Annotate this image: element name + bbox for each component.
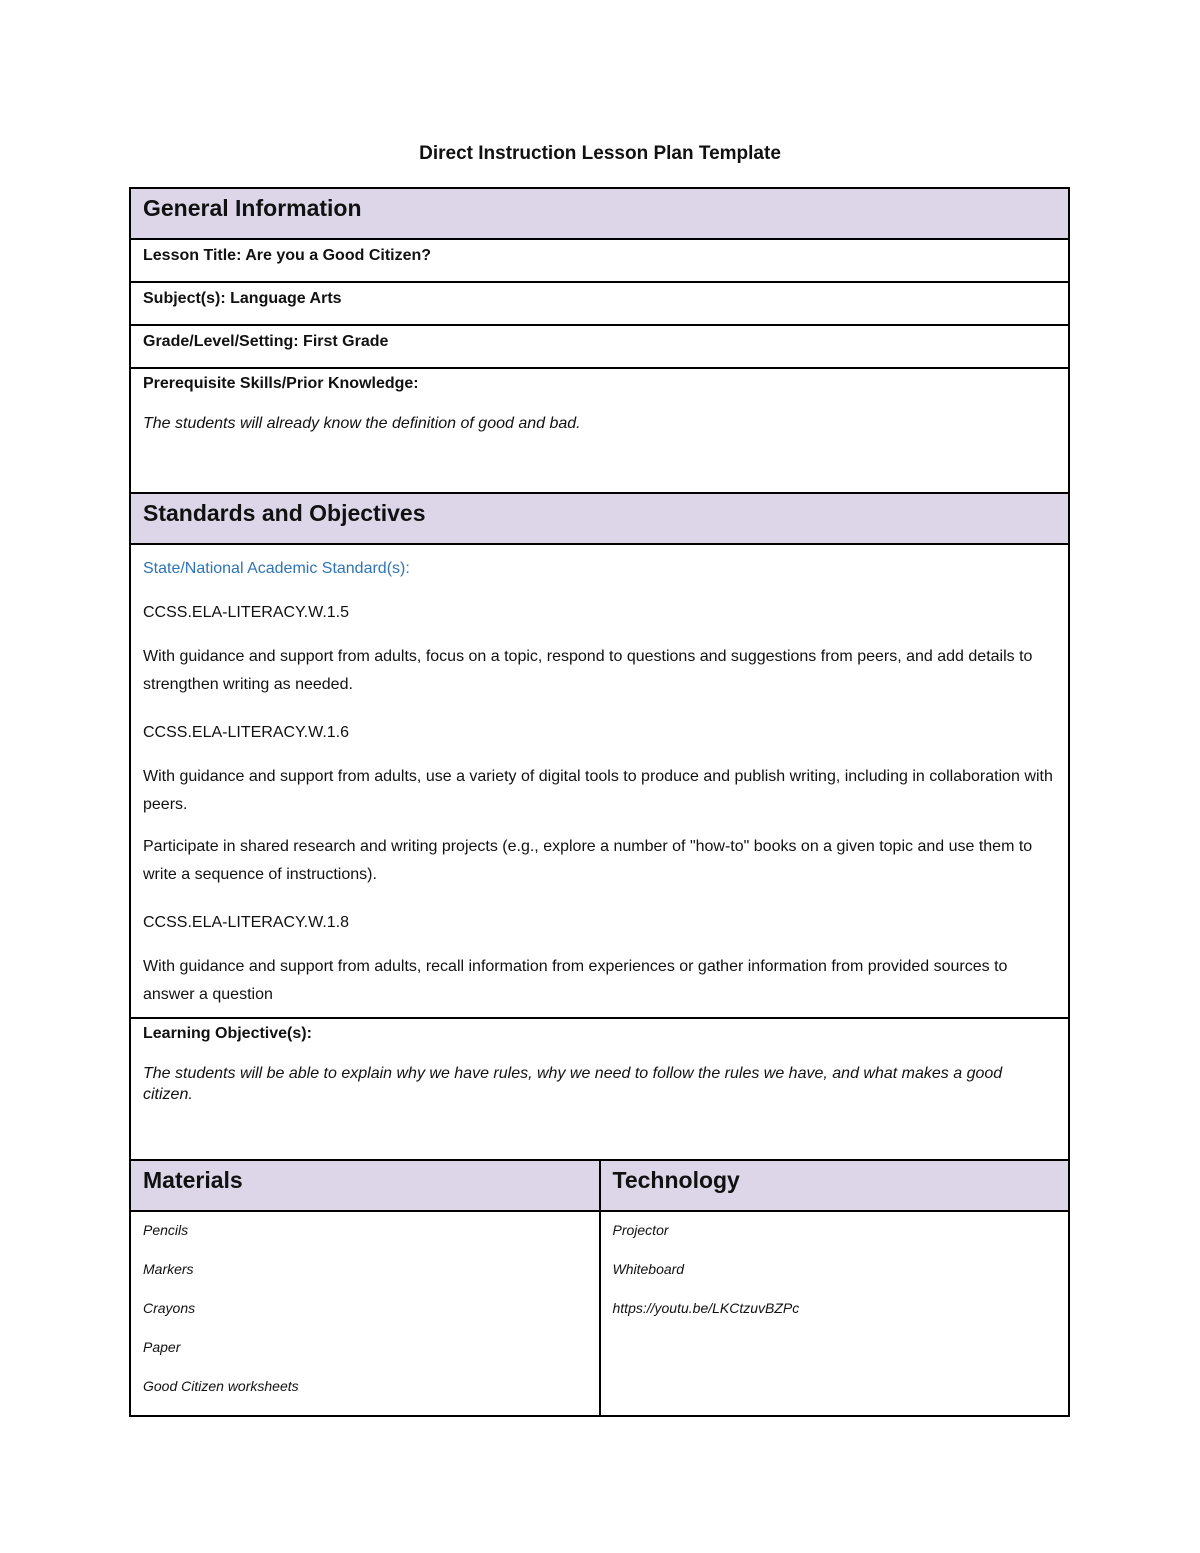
materials-item: Good Citizen worksheets — [143, 1378, 299, 1394]
materials-list — [130, 1211, 600, 1416]
general-information-header — [130, 188, 1069, 239]
materials-item: Paper — [143, 1339, 181, 1355]
standard-text-w15: With guidance and support from adults, focus on a topic, respond to questions and suggestions from peers, and add details to strengthen writing as needed. — [143, 648, 1033, 693]
grade-row — [130, 325, 1069, 368]
materials-technology-row — [130, 1211, 1069, 1416]
materials-heading: Materials — [130, 1160, 600, 1211]
lesson-title: Lesson Title: Are you a Good Citizen? — [130, 239, 1069, 282]
standard-code-w18: CCSS.ELA-LITERACY.W.1.8 — [143, 914, 349, 931]
materials-item: Pencils — [143, 1222, 189, 1238]
standard-text-research: Participate in shared research and writing projects (e.g., explore a number of "how-to" books on a given topic and use them to write a sequence of instructions). — [143, 838, 1033, 883]
materials-item: Crayons — [143, 1300, 196, 1316]
standard-code-w16: CCSS.ELA-LITERACY.W.1.6 — [143, 724, 349, 741]
learning-objective-cell — [130, 1018, 1069, 1160]
standard-code-w15: CCSS.ELA-LITERACY.W.1.5 — [143, 604, 349, 621]
standards-objectives-header — [130, 493, 1069, 544]
lesson-plan-table — [129, 187, 1070, 1417]
learning-objective-label: Learning Objective(s): — [143, 1025, 312, 1042]
technology-item: Whiteboard — [612, 1261, 685, 1277]
standard-text-w16: With guidance and support from adults, use a variety of digital tools to produce and publish writing, including in collaboration with peers. — [143, 768, 1053, 813]
prerequisite-cell — [130, 368, 1069, 493]
standards-objectives-heading: Standards and Objectives — [130, 493, 1069, 544]
standards-row — [130, 544, 1069, 1018]
prerequisite-row — [130, 368, 1069, 493]
learning-objective-row — [130, 1018, 1069, 1160]
state-standard-label: State/National Academic Standard(s): — [143, 560, 410, 577]
learning-objective-text: The students will be able to explain why we have rules, why we need to follow the rules we have, and what makes a good citizen. — [143, 1065, 1003, 1103]
prerequisite-label: Prerequisite Skills/Prior Knowledge: — [143, 375, 419, 392]
standards-cell — [130, 544, 1069, 1018]
grade-level-setting: Grade/Level/Setting: First Grade — [130, 325, 1069, 368]
document-title: Direct Instruction Lesson Plan Template — [419, 143, 781, 164]
technology-heading: Technology — [600, 1160, 1070, 1211]
prerequisite-text: The students will already know the definition of good and bad. — [143, 415, 581, 432]
subjects-row — [130, 282, 1069, 325]
subjects: Subject(s): Language Arts — [130, 282, 1069, 325]
materials-technology-header — [130, 1160, 1069, 1211]
technology-list — [600, 1211, 1070, 1416]
lesson-title-row — [130, 239, 1069, 282]
general-information-heading: General Information — [130, 188, 1069, 239]
materials-item: Markers — [143, 1261, 194, 1277]
technology-item: Projector — [612, 1222, 669, 1238]
video-link[interactable]: https://youtu.be/LKCtzuvBZPc — [612, 1300, 800, 1316]
standard-text-w18: With guidance and support from adults, recall information from experiences or gather information from provided sources to answer a question — [143, 958, 1008, 1003]
